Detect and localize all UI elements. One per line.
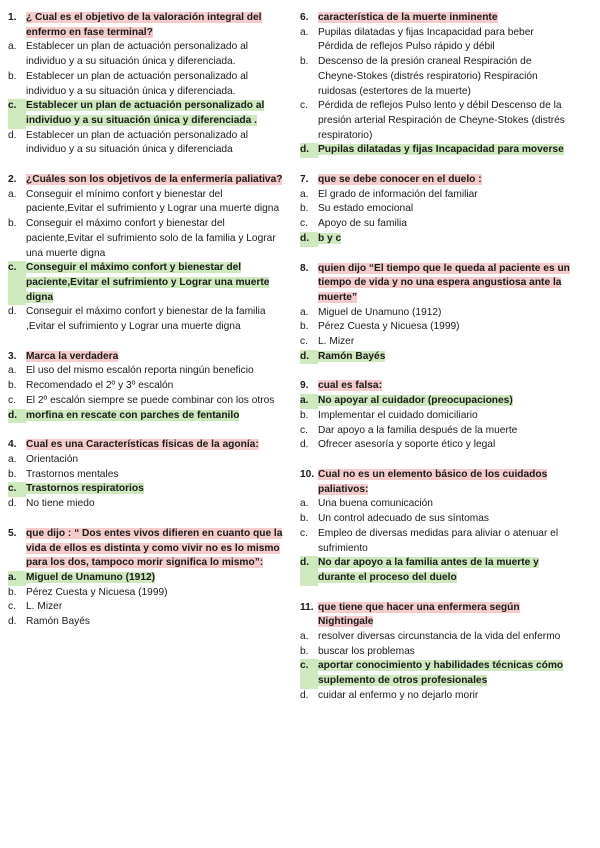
correct-answer-option xyxy=(300,143,570,158)
question-text: quien dijo “El tiempo que le queda al paciente es un tiempo de vida y no una espera angustiosa ante la muerte” xyxy=(318,262,570,303)
option-letter: b. xyxy=(8,70,17,82)
answer-option xyxy=(300,409,570,424)
option-letter: c. xyxy=(300,100,308,112)
answer-option xyxy=(8,129,284,158)
option-text: Trastornos mentales xyxy=(26,468,119,480)
question-number: 7. xyxy=(300,174,309,186)
question-text: Marca la verdadera xyxy=(26,350,119,362)
option-text: El uso del mismo escalón reporta ningún beneficio xyxy=(26,365,254,377)
option-letter: c. xyxy=(8,482,26,497)
option-letter: a. xyxy=(8,453,17,465)
option-letter: c. xyxy=(300,424,308,436)
option-letter: d. xyxy=(300,689,309,701)
answer-option xyxy=(300,512,570,527)
option-letter: b. xyxy=(8,218,17,230)
option-letter: a. xyxy=(300,26,309,38)
question-heading xyxy=(300,11,570,26)
option-letter: b. xyxy=(300,56,309,68)
option-text: Miguel de Unamuno (1912) xyxy=(318,306,442,318)
question-block xyxy=(300,262,570,365)
option-text: Ramón Bayés xyxy=(26,616,90,628)
question-block xyxy=(300,379,570,453)
option-text: Pérez Cuesta y Nicuesa (1999) xyxy=(26,586,168,598)
option-letter: c. xyxy=(8,99,26,128)
option-text: Pérdida de reflejos Pulso lento y débil Descenso de la presión arterial Respiración de Cheyne-Stokes (distrés respiratorio) xyxy=(318,100,565,141)
answer-option xyxy=(300,306,570,321)
option-text: b y c xyxy=(318,232,342,244)
question-number: 4. xyxy=(8,439,17,451)
option-letter: a. xyxy=(300,498,309,510)
option-text: No apoyar al cuidador (preocupaciones) xyxy=(318,395,513,407)
question-block xyxy=(8,350,284,424)
correct-answer-option xyxy=(300,232,570,247)
left-column xyxy=(8,11,284,645)
question-heading xyxy=(300,379,570,394)
answer-option xyxy=(300,527,570,556)
option-letter: d. xyxy=(300,439,309,451)
question-block xyxy=(300,468,570,586)
option-letter: b. xyxy=(300,409,309,421)
question-text: Cual no es un elemento básico de los cuidados paliativos: xyxy=(318,468,548,495)
answer-option xyxy=(8,188,284,217)
option-letter: a. xyxy=(300,188,309,200)
option-text: Establecer un plan de actuación personalizado al individuo y a su situación única y diferenciada . xyxy=(26,100,265,126)
correct-answer-option xyxy=(300,659,570,688)
answer-option xyxy=(8,394,284,409)
question-number: 11. xyxy=(300,601,314,613)
answer-option xyxy=(300,645,570,660)
question-block xyxy=(300,173,570,247)
option-text: Pérez Cuesta y Nicuesa (1999) xyxy=(318,321,460,333)
option-text: Descenso de la presión craneal Respiración de Cheyne-Stokes (distrés respiratorio) Respiración ruidosas (estertores de la muerte) xyxy=(318,56,538,97)
correct-answer-option xyxy=(8,99,284,128)
question-text: que tiene que hacer una enfermera según Nightingale xyxy=(318,601,520,628)
option-letter: b. xyxy=(300,645,309,657)
option-text: Establecer un plan de actuación personalizado al individuo y a su situación única y diferenciada xyxy=(26,129,249,156)
option-text: Empleo de diversas medidas para aliviar o atenuar el sufrimiento xyxy=(318,527,559,554)
option-text: Implementar el cuidado domiciliario xyxy=(318,409,478,421)
answer-option xyxy=(300,630,570,645)
option-letter: c. xyxy=(300,218,308,230)
option-letter: d. xyxy=(300,232,318,247)
answer-option xyxy=(8,615,284,630)
question-block xyxy=(300,601,570,704)
option-letter: b. xyxy=(300,513,309,525)
option-letter: d. xyxy=(300,143,318,158)
option-letter: a. xyxy=(8,365,17,377)
option-text: No tiene miedo xyxy=(26,498,95,510)
option-text: Pupilas dilatadas y fijas Incapacidad para moverse xyxy=(318,144,564,156)
question-number: 9. xyxy=(300,380,309,392)
answer-option xyxy=(300,26,570,55)
option-letter: d. xyxy=(300,350,318,365)
answer-option xyxy=(300,55,570,99)
option-text: Trastornos respiratorios xyxy=(26,483,144,495)
question-text: cual es falsa: xyxy=(318,380,382,392)
option-letter: c. xyxy=(8,394,16,406)
answer-option xyxy=(300,335,570,350)
question-heading xyxy=(300,262,570,306)
correct-answer-option xyxy=(8,571,284,586)
option-text: El grado de información del familiar xyxy=(318,188,478,200)
option-text: resolver diversas circunstancia de la vida del enfermo xyxy=(318,631,561,643)
option-letter: a. xyxy=(300,631,309,643)
answer-option xyxy=(8,468,284,483)
answer-option xyxy=(8,40,284,69)
answer-option xyxy=(8,497,284,512)
answer-option xyxy=(300,99,570,143)
option-text: Ramón Bayés xyxy=(318,350,386,362)
option-text: buscar los problemas xyxy=(318,645,415,657)
option-letter: c. xyxy=(8,261,26,305)
option-text: L. Mizer xyxy=(318,336,355,348)
answer-option xyxy=(8,70,284,99)
answer-option xyxy=(8,379,284,394)
option-letter: b. xyxy=(8,468,17,480)
option-text: Un control adecuado de sus síntomas xyxy=(318,513,490,525)
option-letter: c. xyxy=(300,659,318,688)
question-number: 1. xyxy=(8,12,17,23)
question-heading xyxy=(8,527,284,571)
question-text: Cual es una Características físicas de la agonía: xyxy=(26,439,259,451)
answer-option xyxy=(300,438,570,453)
option-text: Ofrecer asesoría y soporte ético y legal xyxy=(318,439,496,451)
option-text: Miguel de Unamuno (1912) xyxy=(26,571,156,583)
option-text: Una buena comunicación xyxy=(318,498,433,510)
question-heading xyxy=(8,173,284,188)
option-letter: c. xyxy=(8,601,16,613)
correct-answer-option xyxy=(8,482,284,497)
answer-option xyxy=(300,320,570,335)
correct-answer-option xyxy=(300,350,570,365)
question-number: 2. xyxy=(8,174,17,186)
question-number: 6. xyxy=(300,12,309,23)
option-text: aportar conocimiento y habilidades técnicas cómo suplemento de otros profesionales xyxy=(318,660,564,687)
option-letter: b. xyxy=(8,380,17,392)
option-letter: b. xyxy=(300,203,309,215)
option-letter: b. xyxy=(8,586,17,598)
question-number: 8. xyxy=(300,262,309,274)
option-letter: a. xyxy=(8,41,17,53)
correct-answer-option xyxy=(300,556,570,585)
question-heading xyxy=(8,438,284,453)
question-block xyxy=(300,11,570,158)
question-heading xyxy=(300,601,570,630)
option-letter: c. xyxy=(300,336,308,348)
question-heading xyxy=(8,350,284,365)
option-letter: d. xyxy=(8,306,17,318)
option-letter: d. xyxy=(8,498,17,510)
option-letter: d. xyxy=(300,556,318,585)
answer-option xyxy=(8,600,284,615)
question-text: característica de la muerte inminente xyxy=(318,12,498,23)
answer-option xyxy=(8,586,284,601)
option-text: Dar apoyo a la familia después de la muerte xyxy=(318,424,518,436)
question-heading xyxy=(8,11,284,40)
correct-answer-option xyxy=(8,409,284,424)
answer-option xyxy=(300,188,570,203)
option-letter: c. xyxy=(300,527,308,539)
option-letter: a. xyxy=(300,306,309,318)
answer-option xyxy=(8,453,284,468)
option-text: Conseguir el máximo confort y bienestar de la familia ,Evitar el sufrimiento y Lograr una muerte digna xyxy=(26,306,266,333)
question-block xyxy=(8,11,284,158)
option-letter: b. xyxy=(300,321,309,333)
option-text: Su estado emocional xyxy=(318,203,414,215)
option-text: morfina en rescate con parches de fentanilo xyxy=(26,409,240,421)
correct-answer-option xyxy=(300,394,570,409)
question-number: 5. xyxy=(8,527,17,539)
answer-option xyxy=(300,497,570,512)
option-text: Orientación xyxy=(26,453,79,465)
option-letter: d. xyxy=(8,129,17,141)
answer-option xyxy=(8,364,284,379)
question-heading xyxy=(300,173,570,188)
option-text: Conseguir el máximo confort y bienestar del paciente,Evitar el sufrimiento solo de la familia y Lograr una muerte digna xyxy=(26,218,276,259)
option-text: Apoyo de su familia xyxy=(318,218,407,230)
question-block xyxy=(8,173,284,335)
question-text: que dijo : “ Dos entes vivos difieren en cuanto que la vida de ellos es distinta y como vivir no es lo mismo para los dos, tampoco morir significa lo mismo”: xyxy=(26,527,283,569)
option-letter: d. xyxy=(8,409,26,424)
option-letter: a. xyxy=(8,571,26,586)
option-letter: a. xyxy=(8,188,17,200)
option-text: El 2º escalón siempre se puede combinar con los otros xyxy=(26,394,275,406)
question-block xyxy=(8,438,284,512)
option-text: Conseguir el mínimo confort y bienestar del paciente,Evitar el sufrimiento y Lograr una muerte digna xyxy=(26,188,280,215)
right-column xyxy=(300,11,570,719)
question-number: 10. xyxy=(300,468,315,480)
answer-option xyxy=(8,217,284,261)
answer-option xyxy=(300,689,570,704)
option-text: No dar apoyo a la familia antes de la muerte y durante el proceso del duelo xyxy=(318,557,539,583)
option-text: Pupilas dilatadas y fijas Incapacidad para beber Pérdida de reflejos Pulso rápido y débil xyxy=(318,26,534,53)
option-text: L. Mizer xyxy=(26,601,63,613)
option-text: Conseguir el máximo confort y bienestar del paciente,Evitar el sufrimiento y Lograr una muerte digna xyxy=(26,262,270,303)
answer-option xyxy=(8,305,284,334)
option-text: Recomendado el 2º y 3º escalón xyxy=(26,380,174,392)
question-block xyxy=(8,527,284,630)
correct-answer-option xyxy=(8,261,284,305)
question-text: que se debe conocer en el duelo : xyxy=(318,174,482,186)
question-text: ¿Cuáles son los objetivos de la enfermería paliativa? xyxy=(26,174,283,186)
question-text: ¿ Cual es el objetivo de la valoración integral del enfermo en fase terminal? xyxy=(26,12,262,38)
answer-option xyxy=(300,202,570,217)
option-letter: a. xyxy=(300,394,318,409)
option-text: Establecer un plan de actuación personalizado al individuo y a su situación única y diferenciada. xyxy=(26,70,249,97)
option-text: cuidar al enfermo y no dejarlo morir xyxy=(318,689,479,701)
option-text: Establecer un plan de actuación personalizado al individuo y a su situación única y diferenciada. xyxy=(26,41,249,68)
question-heading xyxy=(300,468,570,497)
option-letter: d. xyxy=(8,616,17,628)
question-number: 3. xyxy=(8,350,17,362)
answer-option xyxy=(300,424,570,439)
answer-option xyxy=(300,217,570,232)
